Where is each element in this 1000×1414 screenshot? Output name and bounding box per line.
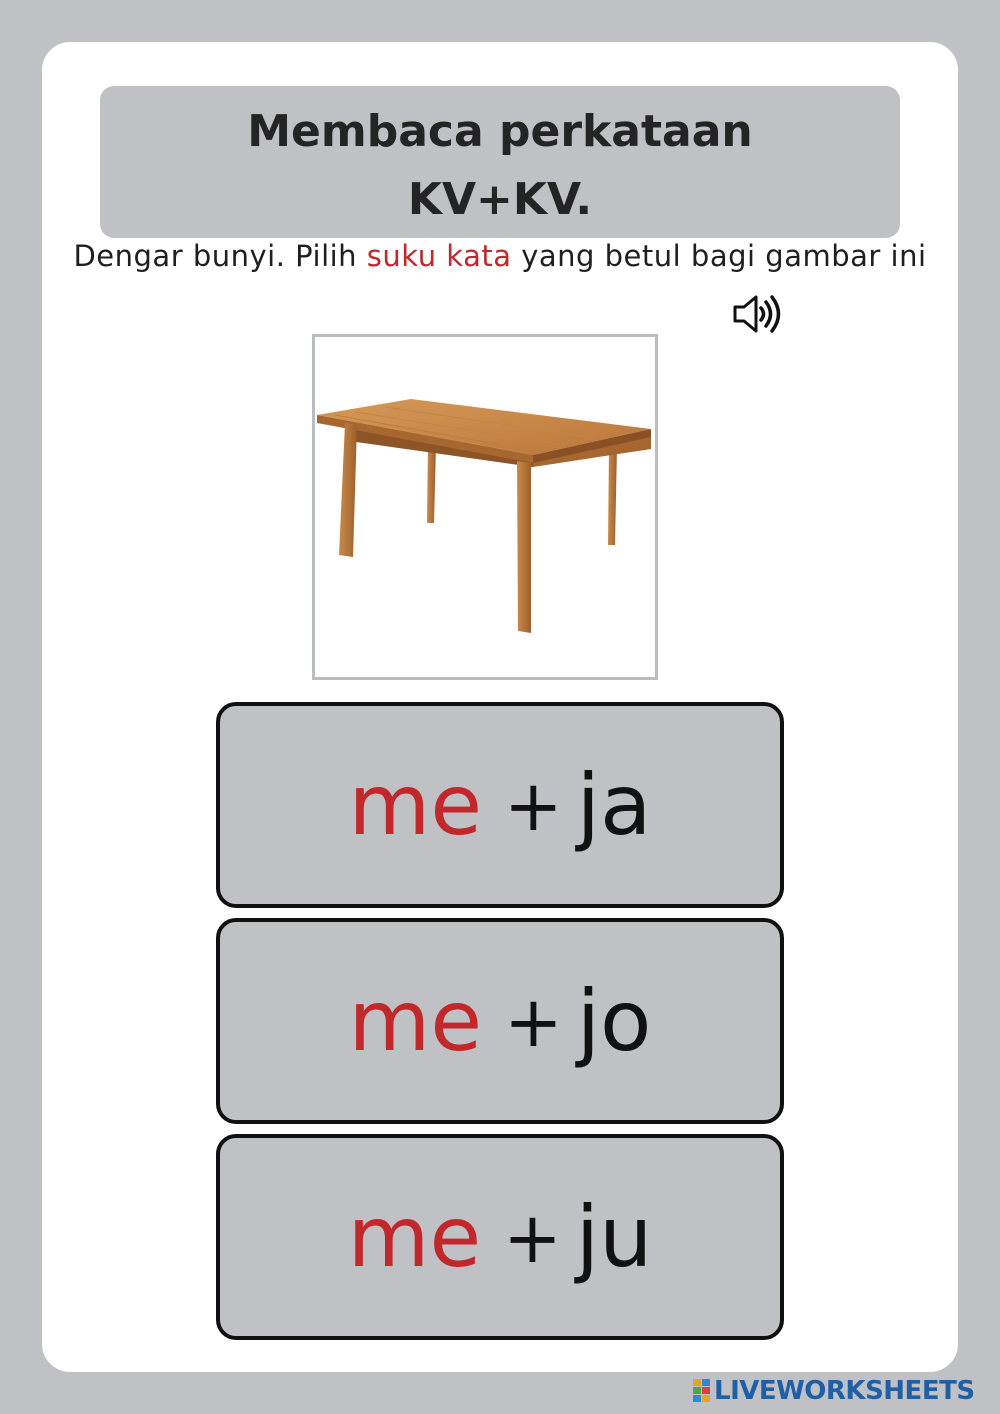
option-button-2[interactable]: [216, 918, 784, 1124]
instruction-highlight: suku kata: [366, 239, 512, 273]
option-1-syllable1: me: [348, 756, 483, 854]
option-2-syllable1: me: [348, 972, 483, 1070]
option-3-syllable1: me: [347, 1188, 482, 1286]
wooden-table-image: [315, 337, 655, 677]
option-button-3[interactable]: [216, 1134, 784, 1340]
option-3-syllable2: ju: [575, 1188, 653, 1286]
option-1-syllable2: ja: [576, 756, 652, 854]
liveworksheets-brand[interactable]: [692, 1376, 992, 1406]
option-2-plus: +: [504, 981, 563, 1063]
option-button-1[interactable]: [216, 702, 784, 908]
option-3-plus: +: [503, 1197, 562, 1279]
brand-text: LIVEWORKSHEETS: [714, 1376, 975, 1406]
liveworksheets-logo-icon: [692, 1378, 714, 1404]
instruction-part2: yang betul bagi gambar ini: [511, 239, 927, 273]
instruction-part1: Dengar bunyi. Pilih: [73, 239, 367, 273]
title-banner: [100, 86, 900, 238]
page-title-line1: Membaca perkataan: [247, 106, 753, 157]
picture-frame: [312, 334, 658, 680]
instruction-text: [42, 236, 958, 276]
worksheet-card: [42, 42, 958, 1372]
option-1-plus: +: [504, 765, 563, 847]
page-title-line2: KV+KV.: [407, 174, 593, 225]
option-2-syllable2: jo: [576, 972, 652, 1070]
speaker-icon[interactable]: [730, 290, 786, 338]
